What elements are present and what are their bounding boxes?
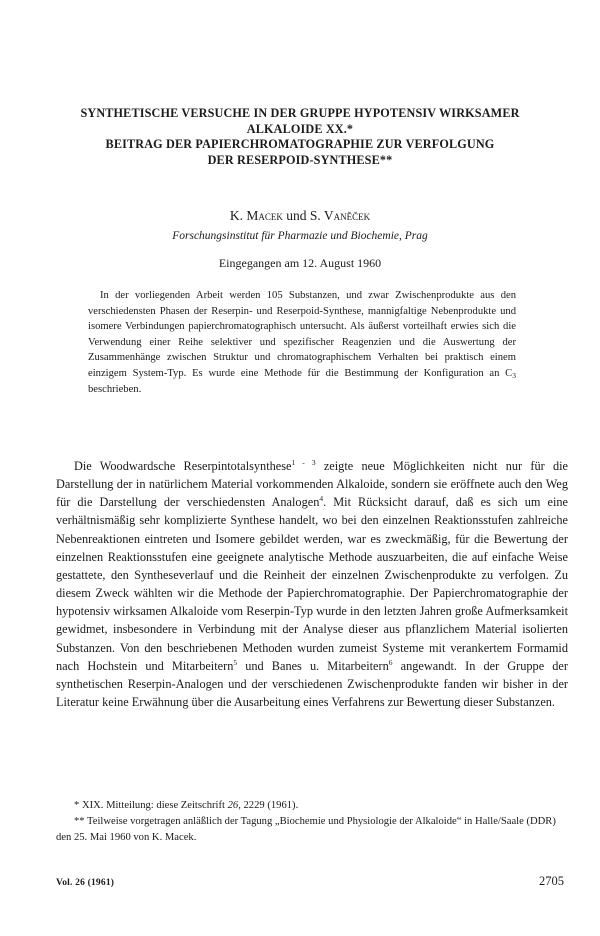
body-segment-5: angewandt. In der Gruppe der synthetischen Reserpin-Analogen und der verschiedenen Zwischenprodukte fanden wir bisher in der Literatur keine Erwähnung über die Ausarbeitung eines Verfahrens zur Bewertung dieser Substanzen. — [56, 658, 568, 710]
footnote-1 — [56, 798, 568, 814]
page-number: 2705 — [539, 874, 564, 888]
title-line-2: ALKALOIDE XX.* — [246, 121, 354, 136]
title-line-1: SYNTHETISCHE VERSUCHE IN DER GRUPPE HYPOTENSIV WIRKSAMER — [80, 106, 520, 120]
title-line-3: BEITRAG DER PAPIERCHROMATOGRAPHIE ZUR VERFOLGUNG — [105, 137, 495, 151]
title-line-4: DER RESERPOID-SYNTHESE** — [207, 152, 393, 167]
footnote-1-text-end: , 2229 (1961). — [238, 800, 299, 811]
author-conjunction: und — [286, 208, 307, 223]
abstract-paragraph — [88, 288, 516, 397]
abstract-subscript: 3 — [512, 370, 516, 380]
reference-1-3: 1 - 3 — [291, 458, 316, 467]
received-date: Eingegangen am 12. August 1960 — [218, 256, 382, 270]
abstract — [88, 288, 516, 397]
abstract-text: In der vorliegenden Arbeit werden 105 Substanzen, und zwar Zwischenprodukte aus den verschiedensten Phasen der Reserpin- und Reserpoid-Synthese, mannigfaltige Nebenprodukte und isomere Verbindungen papierchromatographisch untersucht. Als äußerst vorteilhaft erwies sich die Verwendung einer Reihe selektiver und spezifischer Reagenzien und die Auswertung der Zusammenhänge zwischen Struktur und chromatographischem Verhalten bei praktisch einem einzigem System-Typ. Es wurde eine Methode für die Bestimmung der Konfiguration an C — [88, 290, 516, 379]
body-segment-2: zeigte neue Möglichkeiten nicht nur für die Darstellung der in natürlichem Material vorkommenden Alkaloide, sondern sie eröffnete auch den Weg für die Darstellung der verschiedensten Analogen — [56, 459, 568, 510]
author-list — [0, 207, 600, 224]
volume-info: Vol. 26 (1961) — [56, 878, 115, 888]
author-vanecek: S. Vaněček — [309, 208, 371, 223]
footnotes — [56, 798, 568, 846]
reference-5: 5 — [233, 657, 238, 667]
reference-6: 6 — [388, 657, 393, 667]
footnote-2: ** Teilweise vorgetragen anläßlich der Tagung „Biochemie und Physiologie der Alkaloide“ in Halle/Saale (DDR) den 25. Mai 1960 von K. Macek. — [56, 816, 556, 843]
abstract-text-end: beschrieben. — [88, 383, 142, 395]
footnote-1-text: * XIX. Mitteilung: diese Zeitschrift — [74, 800, 228, 811]
article-title — [30, 106, 570, 168]
author-macek: K. Macek — [229, 208, 283, 223]
footnote-1-volume: 26 — [227, 800, 239, 811]
body-text — [56, 457, 568, 711]
reference-4: 4 — [319, 494, 324, 504]
body-segment-4: und Banes u. Mitarbeitern — [237, 658, 389, 673]
body-paragraph — [56, 457, 568, 711]
body-segment-3: . Mit Rücksicht darauf, daß es sich um eine verhältnismäßig sehr komplizierte Synthese handelt, wo bei den einzelnen Reaktionsstufen zahlreiche Nebenreaktionen eintreten und Isomere gebildet werden, war es zweckmäßig, für die Bewertung der einzelnen Reaktionsstufen eine geeignete analytische Methode auszuarbeiten, die auf einfache Weise gestattete, den Syntheseverlauf und die Reinheit der einzelnen Zwischenprodukte zu verfolgen. Zu diesem Zweck wählten wir die Methode der Papierchromatographie. Der Papierchromatographie der hypotensiv wirksamen Alkaloide vom Reserpin-Typ wurde in den letzten Jahren große Aufmerksamkeit gewidmet, insbesondere in Verbindung mit der Analyse dieser aus pflanzlichem Material isolierten Substanzen. Von den beschriebenen Methoden wurden zumeist Systeme mit verankertem Formamid nach Hochstein und Mitarbeitern — [56, 495, 568, 673]
affiliation: Forschungsinstitut für Pharmazie und Biochemie, Prag — [172, 230, 428, 242]
body-segment-1: Die Woodwardsche Reserpintotalsynthese — [74, 459, 292, 473]
